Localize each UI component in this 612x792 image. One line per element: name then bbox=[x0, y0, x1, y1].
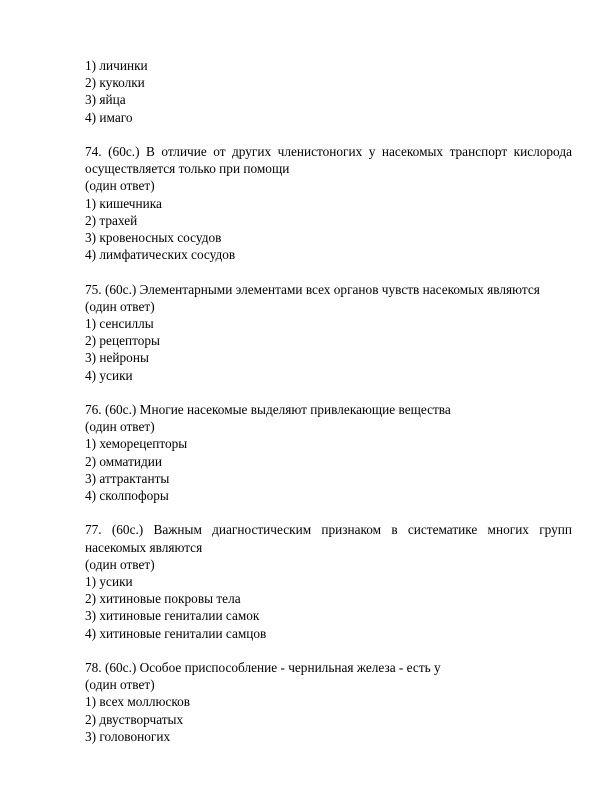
option: 2) хитиновые покровы тела bbox=[85, 591, 241, 607]
question-text-continued: осуществляется только при помощи bbox=[85, 161, 290, 177]
option: 2) рецепторы bbox=[85, 333, 160, 349]
question-text: 77. (60с.) Важным диагностическим признаком в систематике многих групп bbox=[85, 522, 572, 538]
option: 3) нейроны bbox=[85, 350, 149, 366]
option: 3) хитиновые гениталии самок bbox=[85, 608, 260, 624]
option: 3) аттрактанты bbox=[85, 470, 170, 486]
question-text: 75. (60с.) Элементарными элементами всех органов чувств насекомых являются bbox=[85, 281, 540, 297]
option: 4) имаго bbox=[85, 109, 133, 125]
question-74 bbox=[85, 143, 572, 263]
answer-type: (один ответ) bbox=[85, 677, 155, 693]
question-text: 74. (60с.) В отличие от других членистоногих у насекомых транспорт кислорода bbox=[85, 144, 572, 159]
question-75 bbox=[85, 281, 572, 384]
question-77 bbox=[85, 521, 572, 641]
option: 1) кишечника bbox=[85, 195, 162, 211]
option: 4) сколпофоры bbox=[85, 488, 169, 504]
answer-type: (один ответ) bbox=[85, 178, 155, 194]
option: 4) усики bbox=[85, 367, 133, 383]
option: 1) всех моллюсков bbox=[85, 694, 191, 710]
question-text: 76. (60с.) Многие насекомые выделяют привлекающие вещества bbox=[85, 402, 451, 418]
option: 2) куколки bbox=[85, 75, 145, 91]
option: 4) лимфатических сосудов bbox=[85, 247, 236, 263]
option: 3) кровеносных сосудов bbox=[85, 230, 222, 246]
option: 1) личинки bbox=[85, 58, 148, 73]
question-text: 78. (60с.) Особое приспособление - чернильная железа - есть у bbox=[85, 660, 441, 676]
option: 2) омматидии bbox=[85, 453, 163, 469]
question-78 bbox=[85, 659, 572, 745]
document-page bbox=[85, 57, 572, 745]
answer-type: (один ответ) bbox=[85, 298, 155, 314]
option: 4) хитиновые гениталии самцов bbox=[85, 625, 267, 641]
option: 2) трахей bbox=[85, 212, 138, 228]
option: 3) яйца bbox=[85, 92, 126, 108]
option: 3) головоногих bbox=[85, 728, 171, 744]
question-text-continued: насекомых являются bbox=[85, 539, 203, 555]
answer-type: (один ответ) bbox=[85, 419, 155, 435]
option: 1) сенсиллы bbox=[85, 316, 154, 332]
answer-type: (один ответ) bbox=[85, 556, 155, 572]
option: 2) двустворчатых bbox=[85, 711, 184, 727]
question-76 bbox=[85, 401, 572, 504]
option: 1) хеморецепторы bbox=[85, 436, 188, 452]
prev-question-options bbox=[85, 57, 572, 126]
option: 1) усики bbox=[85, 574, 133, 590]
